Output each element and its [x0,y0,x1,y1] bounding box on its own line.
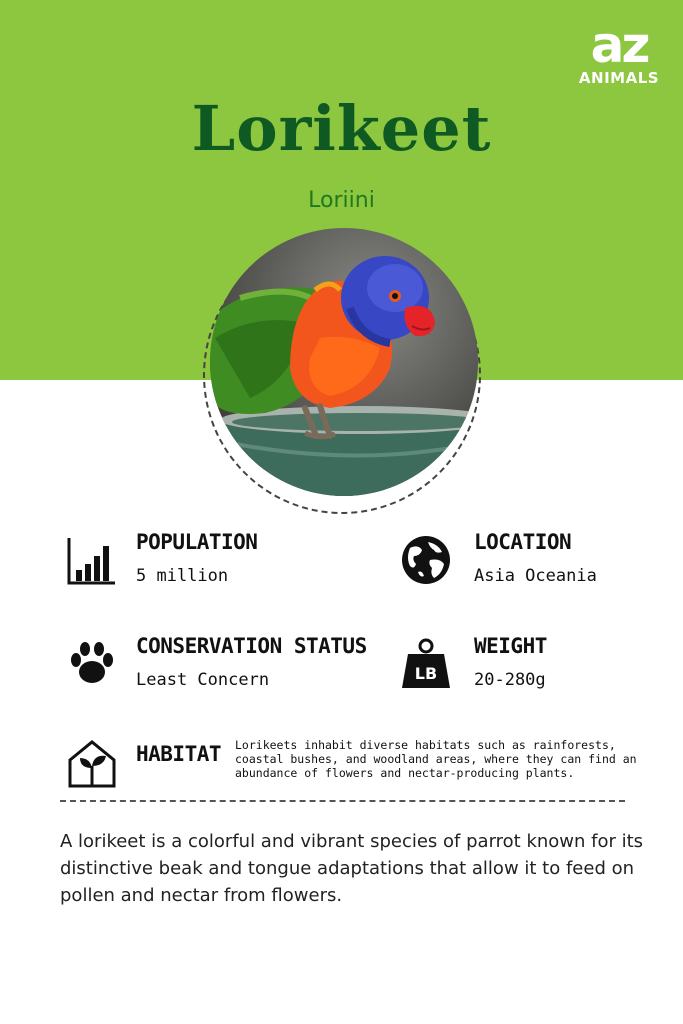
weight-icon [400,638,452,690]
globe-icon [400,534,452,586]
bar-chart-icon [66,534,118,586]
habitat-label: HABITAT [136,742,222,766]
stat-population [66,530,356,594]
logo-az: az [590,16,648,74]
logo-animals: ANIMALS [578,69,660,87]
lorikeet-photo [210,228,478,496]
house-plant-icon [66,738,118,790]
az-animals-logo[interactable] [577,16,661,87]
stat-habitat [66,738,226,790]
habitat-description: Lorikeets inhabit diverse habitats such as rainforests, coastal bushes, and woodland areas, where they can find an abundance of flowers and nectar-producing plants. [235,738,637,780]
conservation-label: CONSERVATION STATUS [136,634,367,658]
stat-weight [400,634,660,698]
stat-location [400,530,660,594]
weight-value: 20-280g [474,670,546,690]
population-label: POPULATION [136,530,258,554]
location-label: LOCATION [474,530,572,554]
stat-conservation [66,634,376,698]
conservation-value: Least Concern [136,670,270,690]
dashed-divider [60,800,625,802]
animal-name: Lorikeet [191,92,492,165]
scientific-name: Loriini [308,188,375,213]
weight-icon-text: LB [414,664,438,683]
location-value: Asia Oceania [474,566,597,586]
weight-label: WEIGHT [474,634,547,658]
population-value: 5 million [136,566,229,586]
paw-icon [66,638,118,690]
animal-description: A lorikeet is a colorful and vibrant species of parrot known for its distinctive beak and tongue adaptations that allow it to feed on pollen and nectar from flowers. [60,831,644,906]
